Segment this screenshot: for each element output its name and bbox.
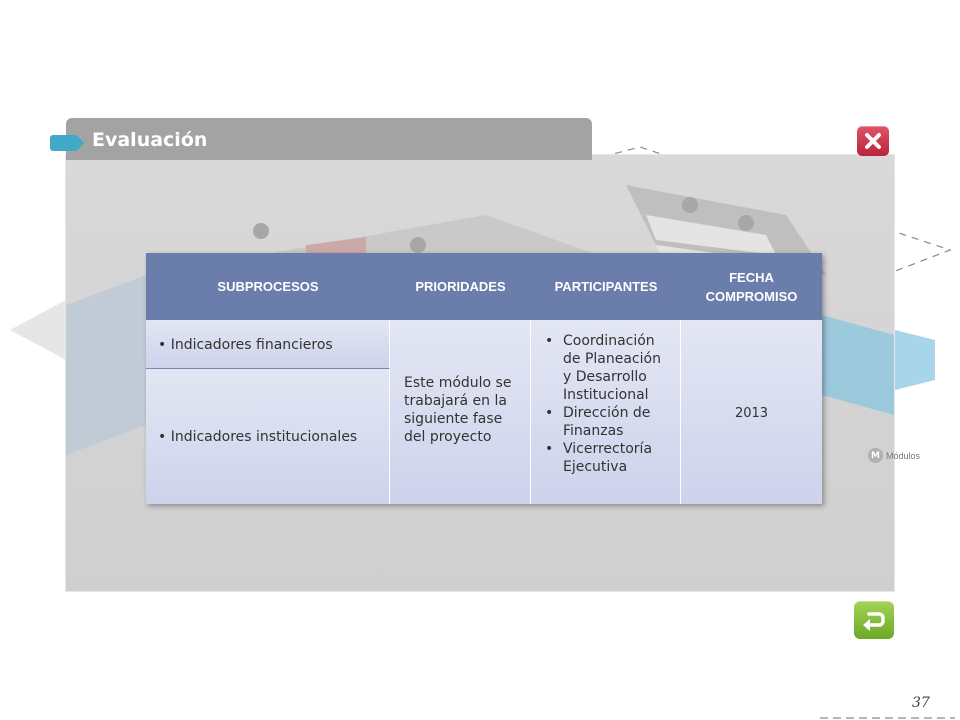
header-subprocesos: SUBPROCESOS <box>146 253 390 320</box>
list-item: • Vicerrectoría Ejecutiva <box>545 440 673 476</box>
evaluation-table <box>146 253 822 504</box>
slide-number: 37 <box>912 695 930 711</box>
header-fecha <box>681 253 822 320</box>
list-item: • Coordinación de Planeación y Desarrollo Institucional <box>545 332 673 404</box>
table-cell-subproceso-1 <box>146 320 390 369</box>
back-button[interactable] <box>854 601 894 639</box>
legend-label: Módulos <box>886 450 921 461</box>
subproceso-label: • Indicadores institucionales <box>158 429 358 445</box>
close-icon <box>864 132 882 150</box>
legend <box>868 448 920 463</box>
table-cell-participantes <box>531 320 681 504</box>
header-participantes: PARTICIPANTES <box>531 253 681 320</box>
participantes-list <box>545 332 673 476</box>
subproceso-label: • Indicadores financieros <box>158 337 333 353</box>
close-button[interactable] <box>857 126 889 156</box>
header-prioridades: PRIORIDADES <box>390 253 531 320</box>
fecha-value: 2013 <box>734 406 769 421</box>
return-arrow-icon <box>862 609 886 631</box>
header-fecha-label: FECHA COMPROMISO <box>705 269 798 304</box>
module-icon <box>868 448 883 463</box>
module-icon-letter: M <box>871 450 880 461</box>
table-cell-subproceso-2 <box>146 369 390 504</box>
table-cell-fecha <box>681 320 822 504</box>
prioridad-text: Este módulo se trabajará en la siguiente fase del proyecto <box>404 375 512 445</box>
list-item: • Dirección de Finanzas <box>545 404 673 440</box>
page-title: Evaluación <box>92 129 208 151</box>
table-cell-prioridad <box>390 320 531 504</box>
